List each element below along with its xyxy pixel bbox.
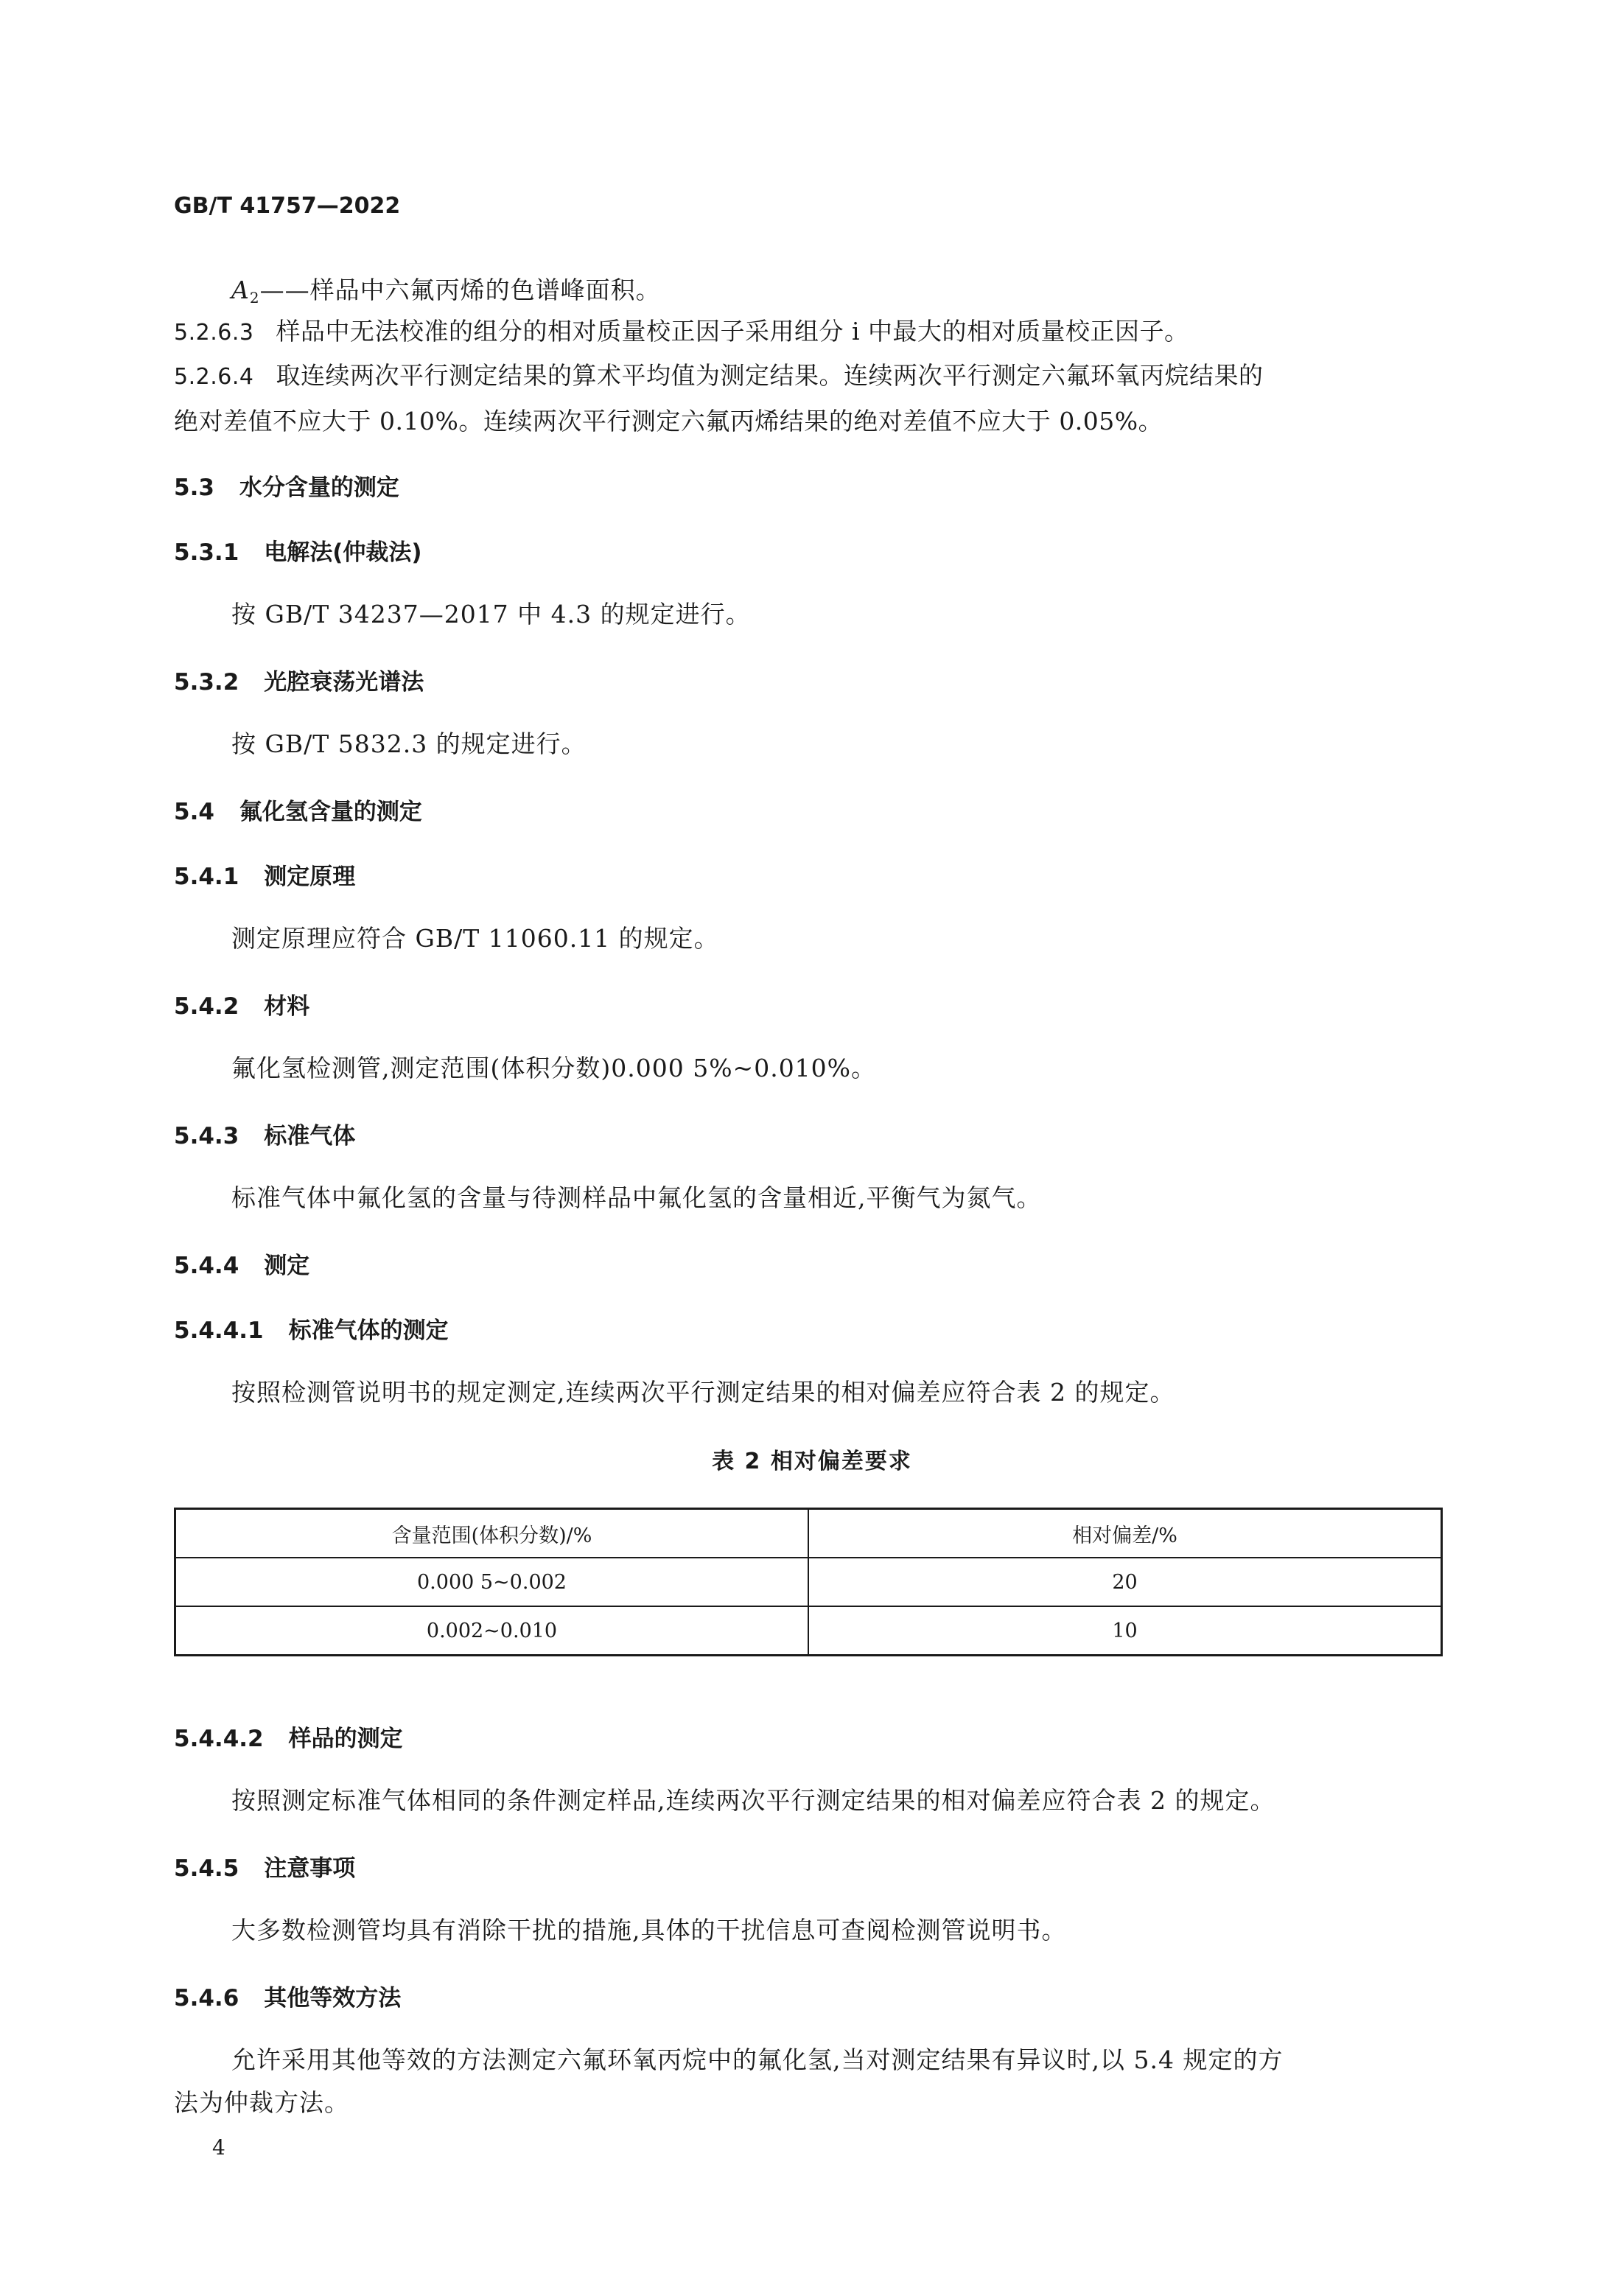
heading-5-3-1 — [174, 533, 422, 567]
heading-5-3 — [174, 469, 399, 502]
heading-title: 测定原理 — [264, 864, 356, 890]
heading-5-4-4 — [174, 1247, 309, 1280]
heading-title: 标准气体的测定 — [288, 1317, 449, 1344]
heading-title: 光腔衰荡光谱法 — [264, 669, 424, 696]
heading-number: 5.4.2 — [174, 993, 239, 1020]
clause-text: 样品中无法校准的组分的相对质量校正因子采用组分 i 中最大的相对质量校正因子。 — [276, 317, 1189, 346]
paragraph-5-4-5: 大多数检测管均具有消除干扰的措施,具体的干扰信息可查阅检测管说明书。 — [231, 1916, 1067, 1944]
variable-subscript: 2 — [249, 289, 260, 307]
heading-title: 注意事项 — [264, 1855, 356, 1882]
clause-5-2-6-4 — [174, 357, 1263, 391]
heading-title: 测定 — [264, 1253, 310, 1279]
paragraph-5-3-2: 按 GB/T 5832.3 的规定进行。 — [231, 729, 587, 758]
heading-title: 其他等效方法 — [264, 1985, 402, 2012]
heading-title: 电解法(仲裁法) — [264, 539, 422, 566]
paragraph-5-4-3: 标准气体中氟化氢的含量与待测样品中氟化氢的含量相近,平衡气为氮气。 — [231, 1183, 1042, 1212]
heading-5-4-3 — [174, 1117, 355, 1150]
heading-5-4-6 — [174, 1979, 401, 2012]
paragraph-5-4-4-1: 按照检测管说明书的规定测定,连续两次平行测定结果的相对偏差应符合表 2 的规定。 — [231, 1378, 1175, 1407]
table-row — [175, 1558, 1442, 1606]
heading-number: 5.3 — [174, 475, 214, 501]
table-cell: 0.002~0.010 — [175, 1606, 809, 1656]
variable-definition — [231, 271, 661, 307]
heading-5-4-4-2 — [174, 1720, 403, 1753]
clause-5-2-6-3 — [174, 312, 1189, 347]
table-header-cell: 相对偏差/% — [808, 1509, 1442, 1558]
paragraph-5-4-1: 测定原理应符合 GB/T 11060.11 的规定。 — [231, 924, 719, 953]
heading-number: 5.3.1 — [174, 539, 239, 566]
table-cell: 10 — [808, 1606, 1442, 1656]
heading-5-4-1 — [174, 858, 355, 891]
paragraph-5-4-2: 氟化氢检测管,测定范围(体积分数)0.000 5%~0.010%。 — [231, 1054, 877, 1082]
heading-title: 样品的测定 — [288, 1726, 403, 1752]
heading-title: 材料 — [264, 993, 310, 1020]
table-cell: 0.000 5~0.002 — [175, 1558, 809, 1606]
table-header-row — [175, 1509, 1442, 1558]
heading-number: 5.3.2 — [174, 669, 239, 696]
heading-title: 氟化氢含量的测定 — [239, 799, 422, 825]
paragraph-5-4-6-line2: 法为仲裁方法。 — [174, 2088, 349, 2117]
table-caption: 表 2 相对偏差要求 — [712, 1449, 912, 1474]
heading-5-4-5 — [174, 1849, 355, 1883]
heading-number: 5.4.1 — [174, 864, 239, 890]
heading-title: 水分含量的测定 — [239, 475, 399, 501]
clause-5-2-6-4-line2: 绝对差值不应大于 0.10%。连续两次平行测定六氟丙烯结果的绝对差值不应大于 0.05%。 — [174, 407, 1163, 435]
heading-title: 标准气体 — [264, 1123, 356, 1149]
heading-number: 5.4.6 — [174, 1985, 239, 2012]
heading-number: 5.4.4.2 — [174, 1726, 264, 1752]
standard-number: GB/T 41757—2022 — [174, 193, 401, 219]
heading-number: 5.4.4 — [174, 1253, 239, 1279]
page-number: 4 — [212, 2135, 225, 2160]
paragraph-5-4-6-line1: 允许采用其他等效的方法测定六氟环氧丙烷中的氟化氢,当对测定结果有异议时,以 5.4 规定的方 — [231, 2045, 1284, 2074]
heading-number: 5.4 — [174, 799, 214, 825]
paragraph-5-3-1: 按 GB/T 34237—2017 中 4.3 的规定进行。 — [231, 600, 751, 629]
table-header-cell: 含量范围(体积分数)/% — [175, 1509, 809, 1558]
clause-number: 5.2.6.3 — [174, 320, 254, 346]
paragraph-5-4-4-2: 按照测定标准气体相同的条件测定样品,连续两次平行测定结果的相对偏差应符合表 2 的规定。 — [231, 1786, 1275, 1815]
heading-5-4 — [174, 793, 422, 826]
clause-text-line1: 取连续两次平行测定结果的算术平均值为测定结果。连续两次平行测定六氟环氧丙烷结果的 — [276, 361, 1264, 390]
variable-symbol: A — [231, 276, 250, 304]
heading-number: 5.4.3 — [174, 1123, 239, 1149]
variable-description: ——样品中六氟丙烯的色谱峰面积。 — [259, 276, 661, 304]
heading-5-4-2 — [174, 987, 309, 1021]
heading-number: 5.4.4.1 — [174, 1317, 264, 1344]
table-row — [175, 1606, 1442, 1656]
table-cell: 20 — [808, 1558, 1442, 1606]
relative-deviation-table — [174, 1508, 1443, 1656]
heading-number: 5.4.5 — [174, 1855, 239, 1882]
heading-5-3-2 — [174, 663, 424, 696]
heading-5-4-4-1 — [174, 1312, 449, 1345]
clause-number: 5.2.6.4 — [174, 364, 254, 390]
